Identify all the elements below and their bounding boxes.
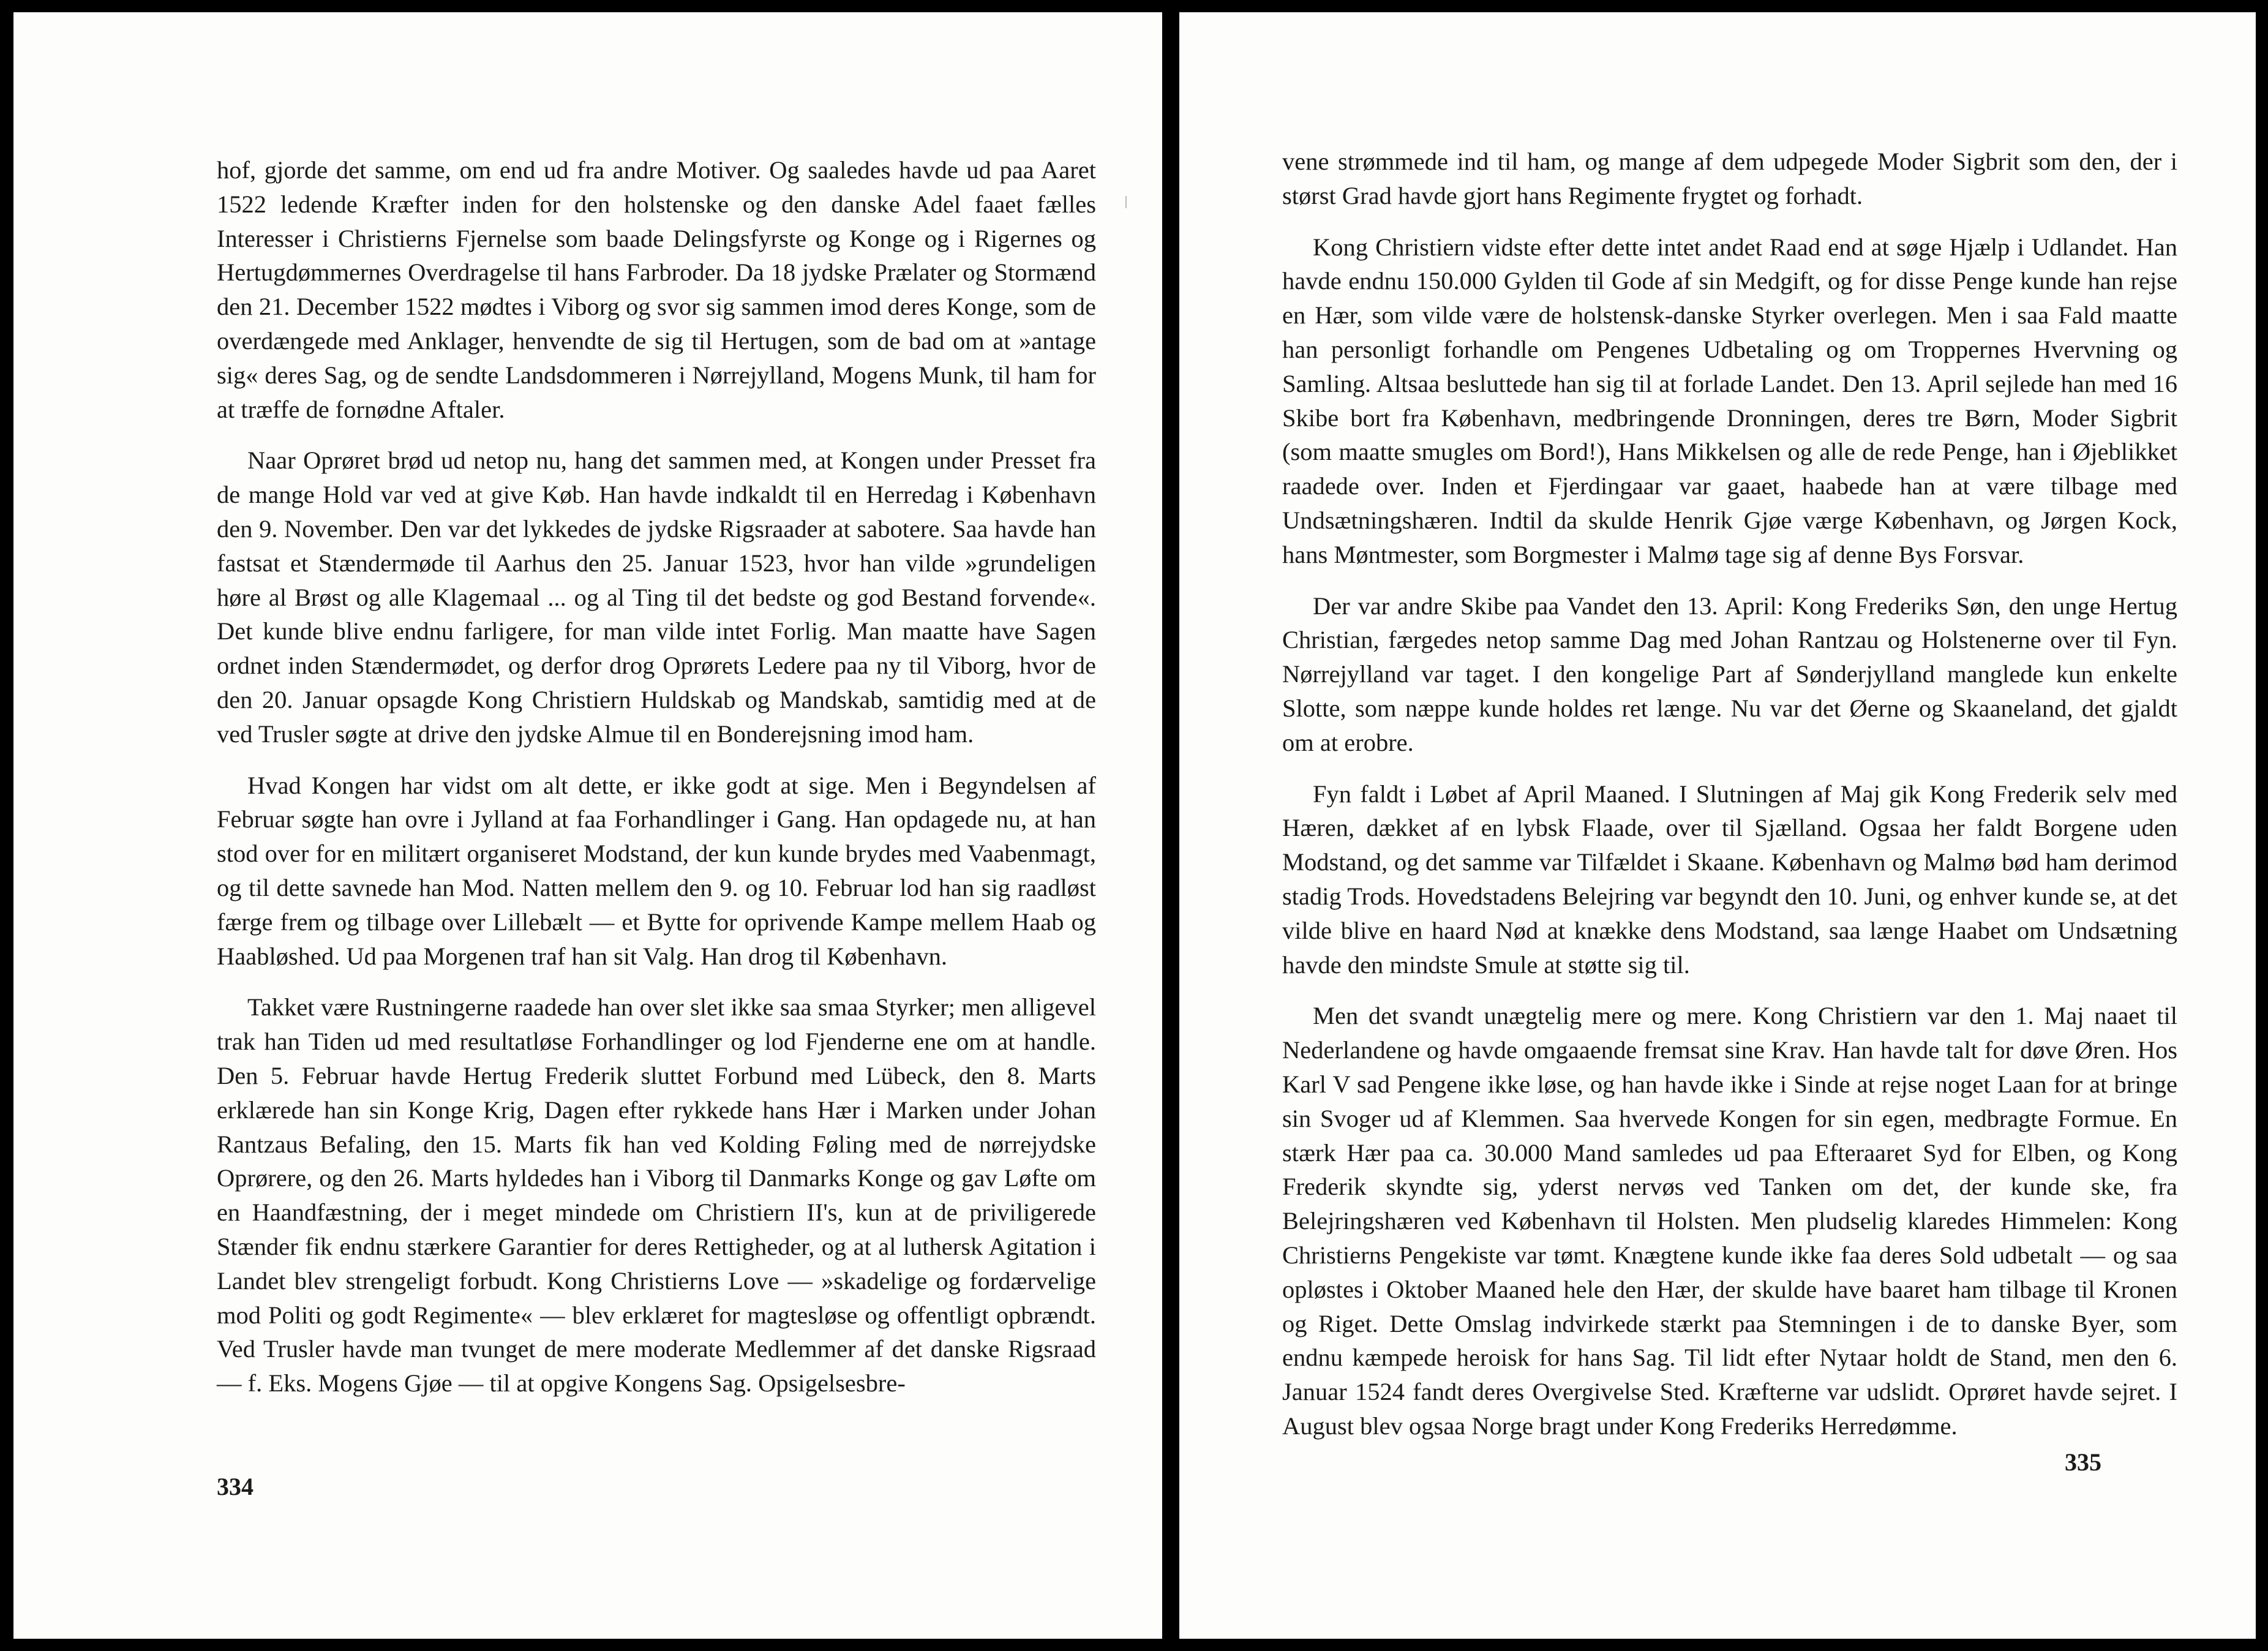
right-page-body (1282, 145, 2177, 1461)
paragraph: Takket være Rustningerne raadede han over slet ikke saa smaa Styrker; men alligevel trak han Tiden ud med resultatløse Forhandlinger og lod Fjenderne ene om at handle. Den 5. Februar havde Hertug Frederik sluttet Forbund med Lübeck, den 8. Marts erklærede han sin Konge Krig, Dagen efter rykkede hans Hær i Marken under Johan Rantzaus Befaling, den 15. Marts fik han ved Kolding Føling med de nørrejydske Oprørere, og den 26. Marts hyldedes han i Viborg til Danmarks Konge og gav Løfte om en Haandfæstning, der i meget mindede om Christiern II's, kun at de priviligerede Stænder fik endnu stærkere Garantier for deres Rettigheder, og at al luthersk Agitation i Landet blev strengeligt forbudt. Kong Christierns Love — »skadelige og fordærvelige mod Politi og godt Regimente« — blev erklæret for magtesløse og offentligt opbrændt. Ved Trusler havde man tvunget de mere moderate Medlemmer af det danske Rigsraad — f. Eks. Mogens Gjøe — til at opgive Kongens Sag. Opsigelsesbre- (217, 993, 1096, 1397)
paragraph: Der var andre Skibe paa Vandet den 13. April: Kong Frederiks Søn, den unge Hertug Christian, færgedes netop samme Dag med Johan Rantzau og Holstenerne over til Fyn. Nørrejylland var taget. I den kongelige Part af Sønderjylland manglede kun enkelte Slotte, som næppe kunde holdes ret længe. Nu var det Øerne og Skaaneland, det gjaldt om at erobre. (1282, 592, 2177, 756)
left-page (13, 12, 1162, 1639)
page-number: 335 (2065, 1448, 2101, 1476)
page-number: 334 (217, 1473, 253, 1500)
paragraph: Hvad Kongen har vidst om alt dette, er ikke godt at sige. Men i Begyndelsen af Februar søgte han ovre i Jylland at faa Forhandlinger i Gang. Han opdagede nu, at han stod over for en militært organiseret Modstand, der kun kunde brydes med Vaabenmagt, og til dette savnede han Mod. Natten mellem den 9. og 10. Februar lod han sig raadløst færge frem og tilbage over Lillebælt — et Bytte for oprivende Kampe mellem Haab og Haabløshed. Ud paa Morgenen traf han sit Valg. Han drog til København. (217, 771, 1096, 970)
paragraph: Naar Oprøret brød ud netop nu, hang det sammen med, at Kongen under Presset fra de mange Hold var ved at give Køb. Han havde indkaldt til en Herredag i København den 9. November. Den var det lykkedes de jydske Rigsraader at sabotere. Saa havde han fastsat et Stændermøde til Aarhus den 25. Januar 1523, hvor han vilde »grundeligen høre al Brøst og alle Klagemaal ... og al Ting til det bedste og god Bestand forvende«. Det kunde blive endnu farligere, for man vilde intet Forlig. Man maatte have Sagen ordnet inden Stændermødet, og derfor drog Oprørets Ledere paa ny til Viborg, hvor de den 20. Januar opsagde Kong Christiern Huldskab og Mandskab, samtidig med at de ved Trusler søgte at drive den jydske Almue til en Bonderejsning imod ham. (217, 446, 1096, 748)
margin-mark (1125, 196, 1127, 208)
left-page-body (217, 153, 1096, 1418)
paragraph: vene strømmede ind til ham, og mange af dem udpegede Moder Sigbrit som den, der i størst Grad havde gjort hans Regimente frygtet og forhadt. (1282, 148, 2177, 209)
paragraph: Kong Christiern vidste efter dette intet andet Raad end at søge Hjælp i Udlandet. Han havde endnu 150.000 Gylden til Gode af sin Medgift, og for disse Penge kunde han rejse en Hær, som vilde være de holstensk-danske Styrker overlegen. Men i saa Fald maatte han personligt forhandle om Pengenes Udbetaling og om Troppernes Hvervning og Samling. Altsaa besluttede han sig til at forlade Landet. Den 13. April sejlede han med 16 Skibe bort fra København, medbringende Dronningen, deres tre Børn, Moder Sigbrit (som maatte smugles om Bord!), Hans Mikkelsen og alle de rede Penge, han i Øjeblikket raadede over. Inden et Fjerdingaar var gaaet, haabede han at være tilbage med Undsætningshæren. Indtil da skulde Henrik Gjøe værge København, og Jørgen Kock, hans Møntmester, som Borgmester i Malmø tage sig af denne Bys Forsvar. (1282, 233, 2177, 568)
right-page (1179, 12, 2256, 1639)
paragraph: hof, gjorde det samme, om end ud fra andre Motiver. Og saaledes havde ud paa Aaret 1522 ledende Kræfter inden for den holstenske og den danske Adel faaet fælles Interesser i Christierns Fjernelse som baade Delingsfyrste og Konge og i Rigernes og Hertugdømmernes Overdragelse til hans Farbroder. Da 18 jydske Prælater og Stormænd den 21. December 1522 mødtes i Viborg og svor sig sammen imod deres Konge, som de overdængede med Anklager, henvendte de sig til Hertugen, som de bad om at »antage sig« deres Sag, og de sendte Landsdommeren i Nørrejylland, Mogens Munk, til ham for at træffe de fornødne Aftaler. (217, 156, 1096, 423)
paragraph: Fyn faldt i Løbet af April Maaned. I Slutningen af Maj gik Kong Frederik selv med Hæren, dækket af en lybsk Flaade, over til Sjælland. Ogsaa her faldt Borgene uden Modstand, og det samme var Tilfældet i Skaane. København og Malmø bød ham derimod stadig Trods. Hovedstadens Belejring var begyndt den 10. Juni, og enhver kunde se, at det vilde blive en haard Nød at knække dens Modstand, saa længe Haabet om Undsætning havde den mindste Smule at støtte sig til. (1282, 780, 2177, 979)
paragraph: Men det svandt unægtelig mere og mere. Kong Christiern var den 1. Maj naaet til Nederlandene og havde omgaaende fremsat sine Krav. Han havde talt for døve Øren. Hos Karl V sad Pengene ikke løse, og han havde ikke i Sinde at rejse noget Laan for at bringe sin Svoger ud af Klemmen. Saa hvervede Kongen for sin egen, medbragte Formue. En stærk Hær paa ca. 30.000 Mand samledes ud paa Efteraaret Syd for Elben, og Kong Frederik skyndte sig, yderst nervøs ved Tanken om det, der kunde ske, fra Belejringshæren ved København til Holsten. Men pludselig klaredes Himmelen: Kong Christierns Pengekiste var tømt. Knægtene kunde ikke faa deres Sold udbetalt — og saa opløstes i Oktober Maaned hele den Hær, der skulde have baaret ham tilbage til Kronen og Riget. Dette Omslag indvirkede stærkt paa Stemningen i de to danske Byer, som endnu kæmpede heroisk for hans Sag. Til lidt efter Nytaar holdt de Stand, men den 6. Januar 1524 fandt deres Overgivelse Sted. Kræfterne var udslidt. Oprøret havde sejret. I August blev ogsaa Norge bragt under Kong Frederiks Herredømme. (1282, 1002, 2177, 1440)
